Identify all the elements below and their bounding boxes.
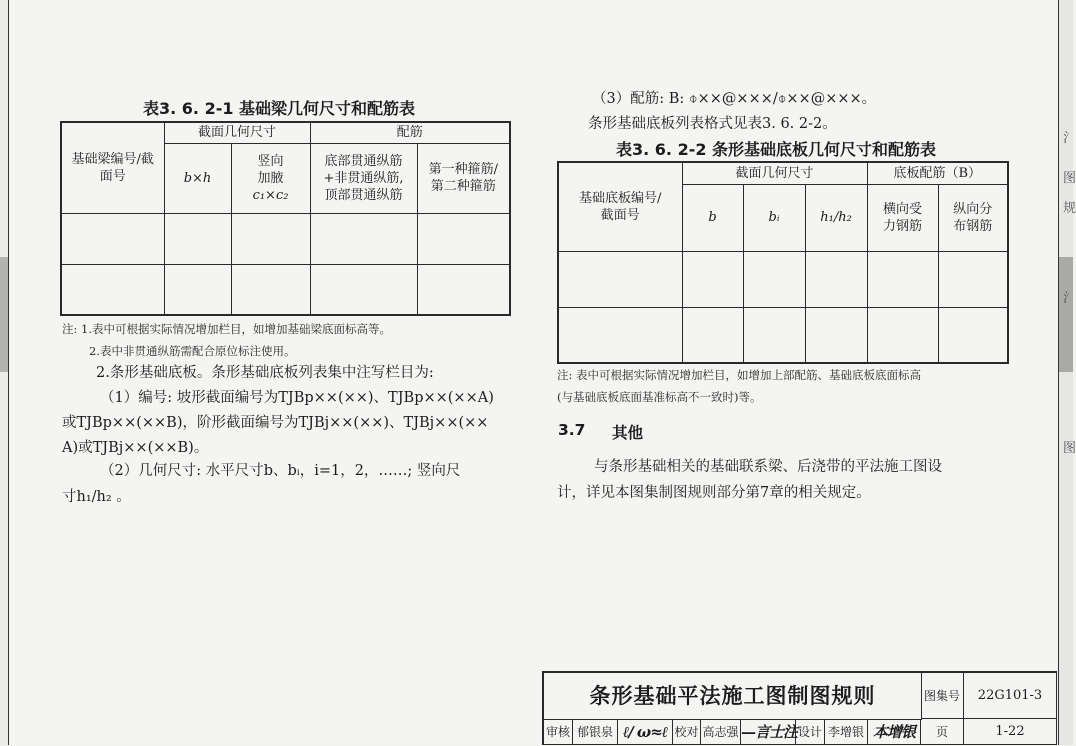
col-header-h: h₁/h₂ bbox=[805, 184, 867, 251]
page-number: 1-22 bbox=[964, 719, 1057, 745]
table-row bbox=[61, 264, 510, 315]
table-row bbox=[61, 213, 510, 264]
right-page-edge bbox=[1059, 0, 1076, 745]
para-strip-footing: 2.条形基础底板。条形基础底板列表集中注写栏目为: bbox=[96, 365, 434, 381]
group-header-rebar: 配筋 bbox=[310, 122, 510, 143]
col-header-stirrup: 第一种箍筋/ 第二种箍筋 bbox=[417, 143, 510, 213]
check-label: 校对 bbox=[673, 719, 701, 745]
design-label: 设计 bbox=[796, 719, 825, 745]
right-edge-shade bbox=[1059, 257, 1076, 372]
table2-note-2: (与基础底板底面基准标高不一致时)等。 bbox=[557, 390, 762, 404]
title-block bbox=[542, 671, 1057, 745]
atlas-label: 图集号 bbox=[921, 673, 964, 719]
atlas-number: 22G101-3 bbox=[964, 673, 1057, 719]
table-row bbox=[558, 251, 1008, 307]
edge-glyph: 规 bbox=[1063, 201, 1076, 216]
table-row bbox=[558, 307, 1008, 363]
col-header-slab-id: 基础底板编号/ 截面号 bbox=[558, 162, 682, 251]
col-header-longitudinal: 底部贯通纵筋 +非贯通纵筋, 顶部贯通纵筋 bbox=[310, 143, 417, 213]
designer-name: 李增银 bbox=[825, 719, 868, 745]
col-header-distribution: 纵向分 布钢筋 bbox=[938, 184, 1008, 251]
section-number: 3.7 bbox=[558, 421, 586, 439]
para-rebar: （3）配筋: B: ⌽××@×××/⌽××@×××。 bbox=[592, 91, 877, 107]
para-code-2: 或TJBp××(××B)，阶形截面编号为TJBj××(××)、TJBj××(×× bbox=[62, 415, 489, 431]
review-label: 审核 bbox=[544, 719, 573, 745]
para-code-3: A)或TJBj××(××B)。 bbox=[62, 440, 209, 456]
col-header-bh: b×h bbox=[164, 143, 231, 213]
table1-title: 表3. 6. 2-1 基础梁几何尺寸和配筋表 bbox=[143, 99, 416, 118]
section-text-2: 计，详见本图集制图规则部分第7章的相关规定。 bbox=[557, 485, 871, 501]
beam-table bbox=[60, 121, 511, 316]
table2-title: 表3. 6. 2-2 条形基础底板几何尺寸和配筋表 bbox=[616, 140, 937, 159]
table1-note-2: 2.表中非贯通纵筋需配合原位标注使用。 bbox=[89, 344, 296, 358]
edge-glyph: 氵 bbox=[1063, 291, 1076, 306]
left-edge-shade bbox=[0, 257, 8, 372]
reviewer-signature: ℓ∕ ω≈ℓ bbox=[618, 719, 673, 745]
col-header-transverse: 横向受 力钢筋 bbox=[867, 184, 938, 251]
col-header-haunch: 竖向 加腋 c₁×c₂ bbox=[231, 143, 310, 213]
drawing-title: 条形基础平法施工图制图规则 bbox=[544, 673, 922, 720]
table2-note-1: 注: 表中可根据实际情况增加栏目，如增加上部配筋、基础底板底面标高 bbox=[557, 368, 922, 382]
para-geometry-1: （2）几何尺寸: 水平尺寸b、bᵢ，i=1，2，……; 竖向尺 bbox=[100, 463, 461, 479]
col-header-b: b bbox=[682, 184, 743, 251]
section-text-1: 与条形基础相关的基础联系梁、后浇带的平法施工图设 bbox=[594, 459, 942, 475]
section-title: 其他 bbox=[612, 424, 644, 442]
left-page-edge bbox=[0, 0, 8, 745]
col-header-bi: bᵢ bbox=[743, 184, 805, 251]
group-header-bottom-rebar: 底板配筋（B） bbox=[867, 162, 1008, 184]
slab-table bbox=[557, 161, 1009, 364]
reviewer-name: 郁银泉 bbox=[573, 719, 618, 745]
group-header-geometry: 截面几何尺寸 bbox=[164, 122, 310, 143]
edge-glyph: 氵 bbox=[1063, 131, 1076, 146]
table1-note-1: 注: 1.表中可根据实际情况增加栏目，如增加基础梁底面标高等。 bbox=[62, 322, 391, 336]
designer-signature: 本增银 bbox=[868, 719, 921, 745]
edge-glyph: 图 bbox=[1063, 171, 1076, 186]
page-label: 页 bbox=[921, 719, 964, 745]
group-header-geometry: 截面几何尺寸 bbox=[682, 162, 867, 184]
col-header-beam-id: 基础梁编号/截面号 bbox=[61, 122, 164, 213]
para-code-1: （1）编号: 坡形截面编号为TJBp××(××)、TJBp××(××A) bbox=[100, 390, 494, 406]
edge-glyph: 图 bbox=[1063, 441, 1076, 456]
checker-signature: —言士注 bbox=[741, 719, 796, 745]
checker-name: 高志强 bbox=[701, 719, 741, 745]
para-table-ref: 条形基础底板列表格式见表3. 6. 2-2。 bbox=[588, 116, 837, 132]
para-geometry-2: 寸h₁/h₂ 。 bbox=[62, 489, 131, 505]
